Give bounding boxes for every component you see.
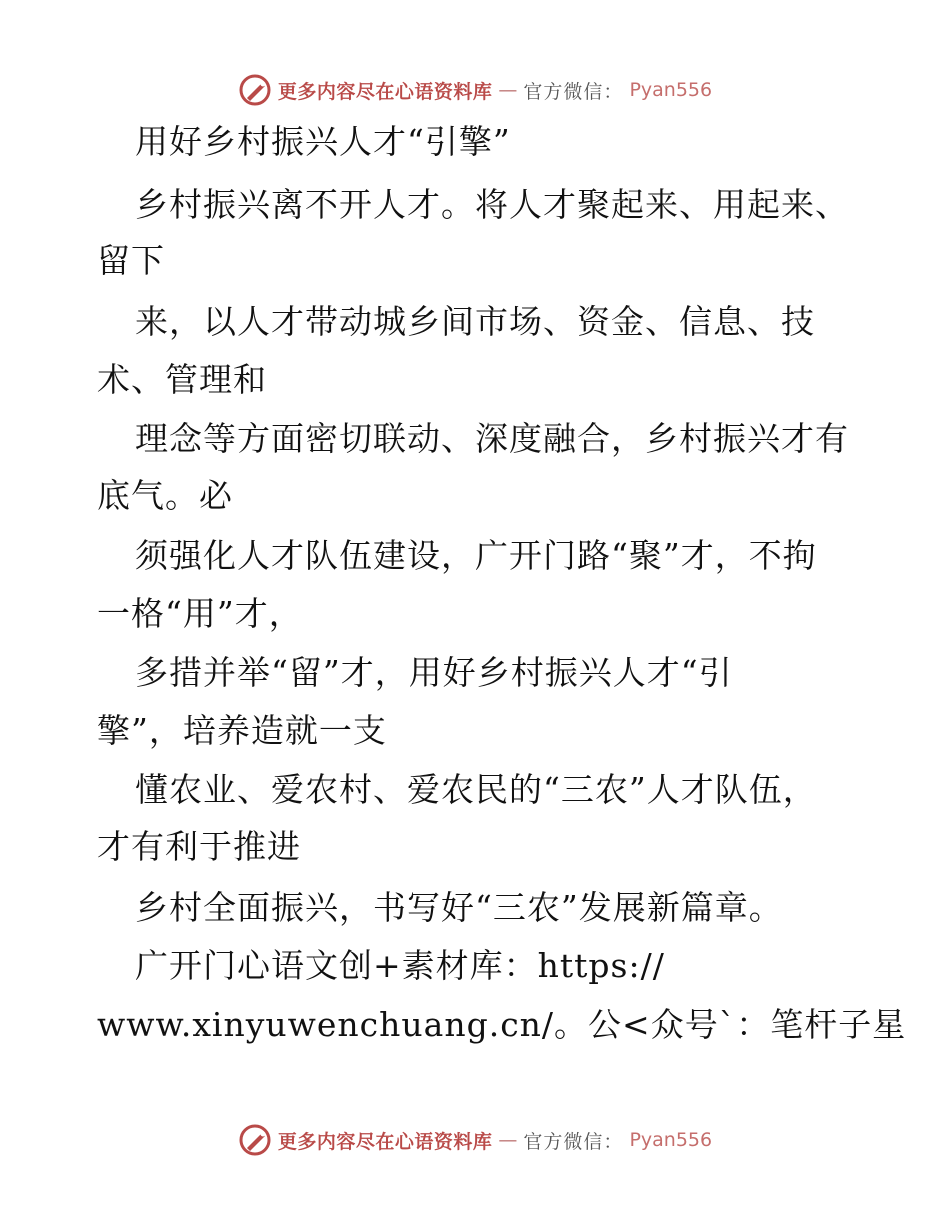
watermark-id: Pyan556 (629, 1129, 713, 1151)
document-title: 用好乡村振兴人才“引擎” (135, 122, 511, 161)
footer-watermark (0, 1120, 950, 1160)
text-line: 乡村全面振兴，书写好“三农”发展新篇章。 (135, 888, 783, 927)
text-line: 才有利于推进 (97, 827, 301, 866)
watermark-separator: — (498, 79, 518, 101)
text-line: 擎”，培养造就一支 (97, 711, 387, 750)
text-line: 来，以人才带动城乡间市场、资金、信息、技 (135, 302, 815, 341)
pen-logo-icon (238, 73, 272, 107)
text-line: 广开门心语文创+素材库：https:// (135, 946, 665, 985)
header-watermark (0, 70, 950, 110)
text-line: 须强化人才队伍建设，广开门路“聚”才，不拘 (135, 536, 817, 575)
text-line: 乡村振兴离不开人才。将人才聚起来、用起来、 (135, 185, 849, 224)
watermark-text: 更多内容尽在心语资料库 (277, 1130, 493, 1153)
watermark-label: 官方微信： (523, 1130, 624, 1153)
watermark-label: 官方微信： (523, 80, 624, 103)
text-line: 一格“用”才， (97, 594, 303, 633)
text-line: www.xinyuwenchuang.cn/。公<众号`：笔杆子星 (97, 1005, 907, 1044)
text-line: 懂农业、爱农村、爱农民的“三农”人才队伍， (135, 770, 817, 809)
watermark-id: Pyan556 (629, 79, 713, 101)
text-line: 术、管理和 (97, 360, 267, 399)
text-line: 留下 (97, 241, 165, 280)
pen-logo-icon (238, 1123, 272, 1157)
watermark-text: 更多内容尽在心语资料库 (277, 80, 493, 103)
watermark-separator: — (498, 1129, 518, 1151)
text-line: 底气。必 (97, 476, 233, 515)
text-line: 理念等方面密切联动、深度融合，乡村振兴才有 (135, 419, 849, 458)
text-line: 多措并举“留”才，用好乡村振兴人才“引 (135, 653, 733, 692)
